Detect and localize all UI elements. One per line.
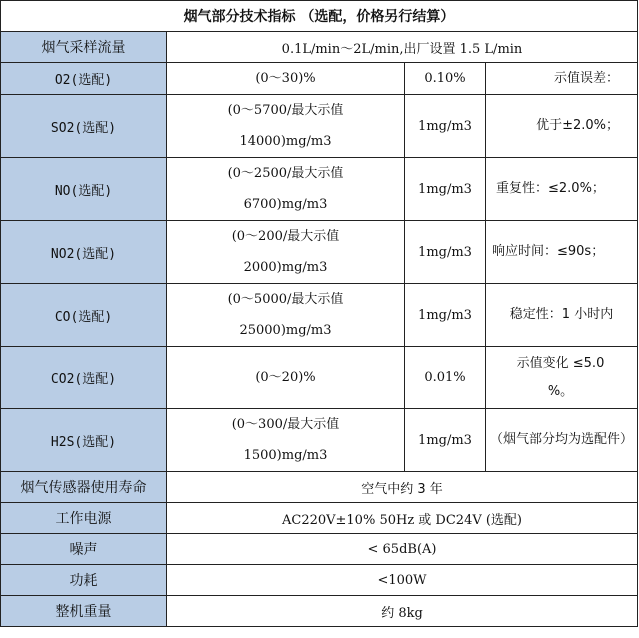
gas-name-h2s: H2S(选配) bbox=[1, 409, 167, 472]
spec-o2: 示值误差： bbox=[486, 63, 638, 95]
table-title: 烟气部分技术指标 （选配，价格另行结算） bbox=[1, 1, 638, 32]
weight-value: 约 8kg bbox=[167, 596, 638, 627]
resolution-co2: 0.01% bbox=[405, 347, 486, 409]
gas-name-o2: O2(选配) bbox=[1, 63, 167, 95]
spec-no: 重复性：≤2.0%； bbox=[486, 158, 638, 221]
spec-so2: 优于±2.0%； bbox=[486, 95, 638, 158]
gas-name-so2: SO2(选配) bbox=[1, 95, 167, 158]
consumption-label: 功耗 bbox=[1, 565, 167, 596]
range-o2: (0～30)% bbox=[167, 63, 405, 95]
range-no2: (0～200/最大示值 2000)mg/m3 bbox=[167, 221, 405, 284]
flow-label: 烟气采样流量 bbox=[1, 32, 167, 63]
lifespan-label: 烟气传感器使用寿命 bbox=[1, 472, 167, 503]
resolution-so2: 1mg/m3 bbox=[405, 95, 486, 158]
range-co: (0～5000/最大示值 25000)mg/m3 bbox=[167, 284, 405, 347]
gas-name-co: CO(选配) bbox=[1, 284, 167, 347]
noise-value: < 65dB(A) bbox=[167, 534, 638, 565]
range-co2: (0～20)% bbox=[167, 347, 405, 409]
range-no: (0～2500/最大示值 6700)mg/m3 bbox=[167, 158, 405, 221]
spec-no2: 响应时间：≤90s； bbox=[486, 221, 638, 284]
resolution-o2: 0.10% bbox=[405, 63, 486, 95]
gas-name-no: NO(选配) bbox=[1, 158, 167, 221]
power-value: AC220V±10% 50Hz 或 DC24V (选配) bbox=[167, 503, 638, 534]
spec-co2: 示值变化 ≤5.0 %。 bbox=[486, 347, 638, 409]
gas-name-co2: CO2(选配) bbox=[1, 347, 167, 409]
resolution-h2s: 1mg/m3 bbox=[405, 409, 486, 472]
spec-co: 稳定性：1 小时内 bbox=[486, 284, 638, 347]
weight-label: 整机重量 bbox=[1, 596, 167, 627]
resolution-co: 1mg/m3 bbox=[405, 284, 486, 347]
range-h2s: (0～300/最大示值 1500)mg/m3 bbox=[167, 409, 405, 472]
flow-value: 0.1L/min～2L/min,出厂设置 1.5 L/min bbox=[167, 32, 638, 63]
consumption-value: <100W bbox=[167, 565, 638, 596]
lifespan-value: 空气中约 3 年 bbox=[167, 472, 638, 503]
resolution-no2: 1mg/m3 bbox=[405, 221, 486, 284]
range-so2: (0～5700/最大示值 14000)mg/m3 bbox=[167, 95, 405, 158]
gas-name-no2: NO2(选配) bbox=[1, 221, 167, 284]
noise-label: 噪声 bbox=[1, 534, 167, 565]
spec-h2s: （烟气部分均为选配件） bbox=[486, 409, 638, 472]
resolution-no: 1mg/m3 bbox=[405, 158, 486, 221]
power-label: 工作电源 bbox=[1, 503, 167, 534]
